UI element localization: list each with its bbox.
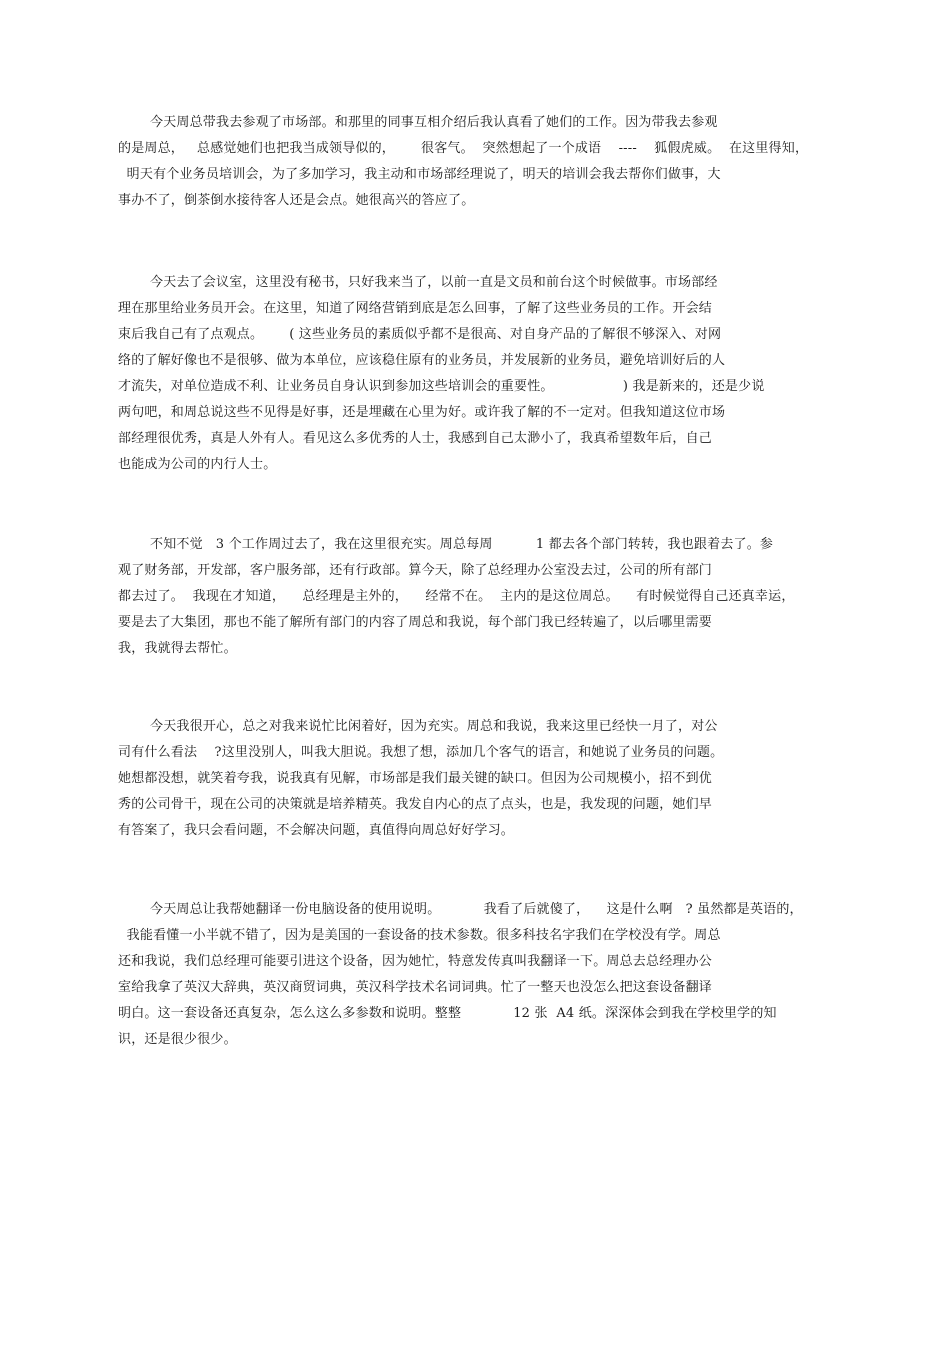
diary-paragraph-4 — [118, 714, 838, 844]
text-line: 明白。这一套设备还真复杂，怎么这么多参数和说明。整整 12 张 A4 纸。深深体会到我在学校里学的知 — [118, 1006, 777, 1021]
text-line: 也能成为公司的内行人士。 — [118, 457, 277, 472]
diary-paragraph-3 — [118, 532, 838, 662]
text-line: 的是周总， 总感觉她们也把我当成领导似的， 很客气。 突然想起了一个成语 ---- 狐假虎威。 在这里得知， — [118, 141, 809, 156]
text-line: 部经理很优秀，真是人外有人。看见这么多优秀的人士，我感到自己太渺小了，我真希望数年后，自己 — [118, 431, 713, 446]
text-line: 今天我很开心，总之对我来说忙比闲着好，因为充实。周总和我说，我来这里已经快一月了，对公 — [150, 719, 718, 734]
text-line: 司有什么看法 ?这里没别人，叫我大胆说。我想了想，添加几个客气的语言，和她说了业务员的问题。 — [118, 745, 724, 760]
text-line: 都去过了。 我现在才知道， 总经理是主外的， 经常不在。 主内的是这位周总。 有时候觉得自己还真幸运， — [118, 589, 795, 604]
text-line: 才流失，对单位造成不利、让业务员自身认识到参加这些培训会的重要性。 ) 我是新来的，还是少说 — [118, 379, 765, 394]
diary-paragraph-1 — [118, 110, 838, 214]
diary-paragraph-2 — [118, 270, 838, 478]
text-line: 今天去了会议室，这里没有秘书，只好我来当了，以前一直是文员和前台这个时候做事。市场部经 — [150, 275, 718, 290]
text-line: 事办不了，倒茶倒水接待客人还是会点。她很高兴的答应了。 — [118, 193, 475, 208]
text-line: 不知不觉 3 个工作周过去了，我在这里很充实。周总每周 1 都去各个部门转转，我也跟着去了。参 — [150, 537, 774, 552]
text-line: 秀的公司骨干，现在公司的决策就是培养精英。我发自内心的点了点头，也是，我发现的问题，她们早 — [118, 797, 713, 812]
text-line: 两句吧，和周总说这些不见得是好事，还是埋藏在心里为好。或许我了解的不一定对。但我知道这位市场 — [118, 405, 726, 420]
text-line: 我，我就得去帮忙。 — [118, 641, 237, 656]
text-line: 束后我自己有了点观点。 ( 这些业务员的素质似乎都不是很高、对自身产品的了解很不够深入、对网 — [118, 327, 722, 342]
text-line: 识，还是很少很少。 — [118, 1032, 237, 1047]
text-line: 我能看懂一小半就不错了，因为是美国的一套设备的技术参数。很多科技名字我们在学校没有学。周总 — [118, 928, 721, 943]
text-line: 有答案了，我只会看问题，不会解决问题，真值得向周总好好学习。 — [118, 823, 515, 838]
text-line: 今天周总让我帮她翻译一份电脑设备的使用说明。 我看了后就傻了， 这是什么啊 ? 虽然都是英语的， — [150, 902, 803, 917]
text-line: 理在那里给业务员开会。在这里，知道了网络营销到底是怎么回事，了解了这些业务员的工作。开会结 — [118, 301, 713, 316]
diary-paragraph-5 — [118, 897, 838, 1053]
text-line: 要是去了大集团，那也不能了解所有部门的内容了周总和我说，每个部门我已经转遍了，以后哪里需要 — [118, 615, 713, 630]
text-line: 观了财务部，开发部，客户服务部，还有行政部。算今天，除了总经理办公室没去过，公司的所有部门 — [118, 563, 713, 578]
text-line: 她想都没想，就笑着夸我，说我真有见解，市场部是我们最关键的缺口。但因为公司规模小，招不到优 — [118, 771, 713, 786]
text-line: 络的了解好像也不是很够、做为本单位，应该稳住原有的业务员，并发展新的业务员，避免培训好后的人 — [118, 353, 726, 368]
text-line: 今天周总带我去参观了市场部。和那里的同事互相介绍后我认真看了她们的工作。因为带我去参观 — [150, 115, 718, 130]
text-line: 还和我说，我们总经理可能要引进这个设备，因为她忙，特意发传真叫我翻译一下。周总去总经理办公 — [118, 954, 713, 969]
text-line: 室给我拿了英汉大辞典，英汉商贸词典，英汉科学技术名词词典。忙了一整天也没怎么把这套设备翻译 — [118, 980, 713, 995]
text-line: 明天有个业务员培训会，为了多加学习，我主动和市场部经理说了，明天的培训会我去帮你们做事，大 — [118, 167, 721, 182]
